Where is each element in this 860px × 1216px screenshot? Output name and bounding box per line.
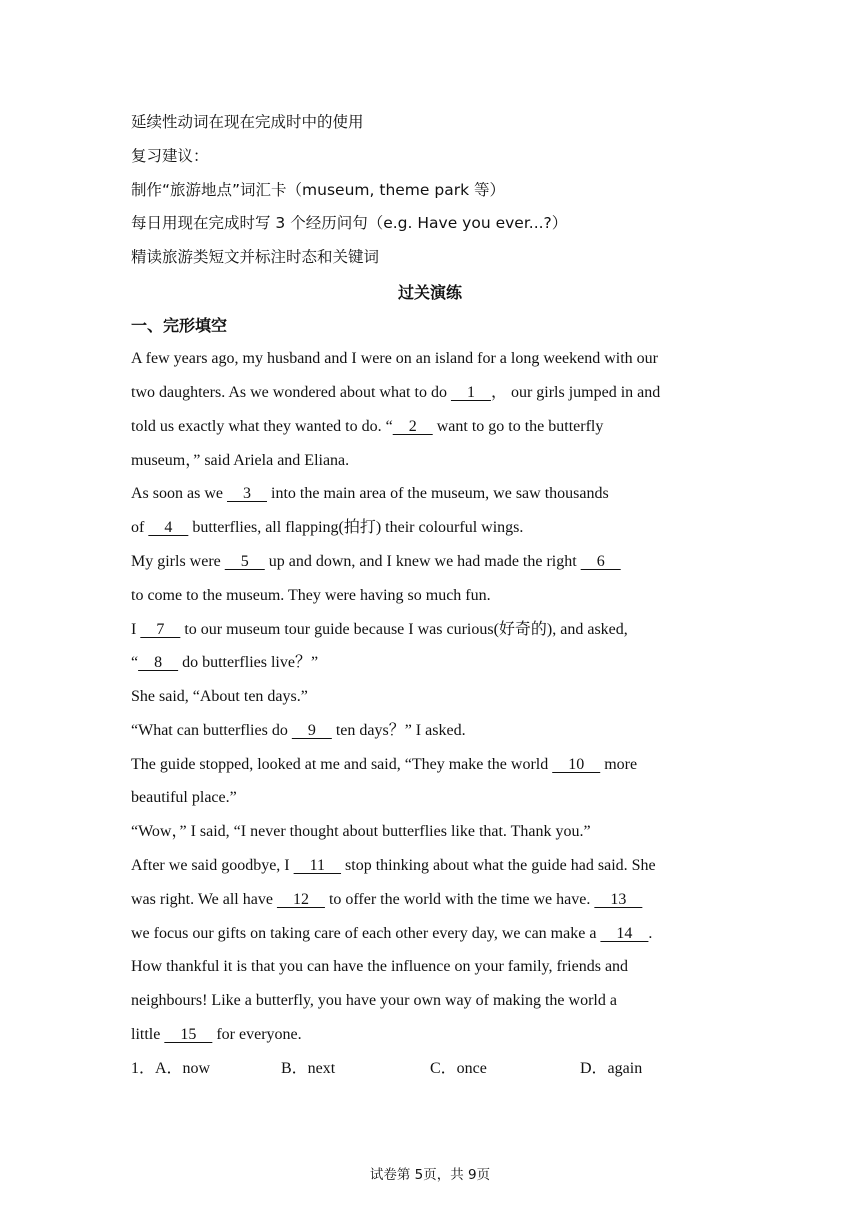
blank-3: 3 [227, 485, 267, 502]
blank-12: 12 [276, 891, 325, 908]
passage-line-14: beautiful place.” [131, 789, 237, 806]
passage-line-12: “What can butterflies do 9 ten days？” I asked. [131, 722, 466, 739]
page-footer: 试卷第 5页，共 9页 [369, 1167, 491, 1183]
passage-line-6: of 4 butterflies, all flapping(拍打) their colourful wings. [131, 519, 524, 536]
passage-line-21: little 15 for everyone. [131, 1026, 302, 1043]
blank-1: 1 [450, 384, 491, 401]
blank-2: 2 [392, 418, 433, 435]
passage-line-5: As soon as we 3 into the main area of the museum, we saw thousands [131, 485, 609, 502]
section-title: 过关演练 [397, 283, 462, 302]
passage-line-16: After we said goodbye, I 11 stop thinking about what the guide had said. She [131, 857, 656, 874]
passage-line-4: museum，” said Ariela and Eliana. [131, 452, 350, 469]
blank-11: 11 [293, 857, 342, 874]
intro-line-1: 延续性动词在现在完成时中的使用 [131, 113, 364, 131]
question-1-option-a: A．now [155, 1060, 211, 1077]
blank-8: 8 [138, 654, 179, 671]
passage-line-20: neighbours! Like a butterfly, you have your own way of making the world a [131, 992, 617, 1009]
question-1-option-c: C．once [430, 1060, 487, 1077]
passage-line-9: I 7 to our museum tour guide because I was curious(好奇的), and asked, [131, 621, 628, 638]
section-heading-cloze: 一、完形填空 [131, 316, 228, 335]
question-1-option-d: D．again [580, 1060, 643, 1077]
passage-line-15: “Wow，” I said, “I never thought about butterflies like that. Thank you.” [131, 823, 591, 840]
passage-line-19: How thankful it is that you can have the influence on your family, friends and [131, 958, 629, 975]
intro-line-3: 制作“旅游地点”词汇卡（museum, theme park 等） [131, 181, 505, 199]
passage-line-13: The guide stopped, looked at me and said, “They make the world 10 more [131, 756, 638, 773]
passage-line-8: to come to the museum. They were having so much fun. [131, 587, 491, 604]
passage-line-7: My girls were 5 up and down, and I knew we had made the right 6 [131, 553, 621, 570]
blank-7: 7 [140, 621, 181, 638]
intro-line-5: 精读旅游类短文并标注时态和关键词 [131, 248, 380, 266]
passage-line-3: told us exactly what they wanted to do. “ 2 want to go to the butterfly [131, 418, 604, 435]
blank-13: 13 [594, 891, 643, 908]
question-1-option-b: B．next [281, 1060, 336, 1077]
blank-10: 10 [552, 756, 601, 773]
passage-line-1: A few years ago, my husband and I were on an island for a long weekend with our [131, 350, 658, 367]
blank-14: 14 [600, 925, 649, 942]
blank-15: 15 [164, 1026, 213, 1043]
passage-line-11: She said, “About ten days.” [131, 688, 308, 705]
question-1-number: 1． [131, 1060, 156, 1077]
blank-6: 6 [580, 553, 621, 570]
blank-5: 5 [224, 553, 265, 570]
passage-line-18: we focus our gifts on taking care of each other every day, we can make a 14 . [131, 925, 653, 942]
blank-4: 4 [148, 519, 189, 536]
passage-line-2: two daughters. As we wondered about what to do 1 ， our girls jumped in and [131, 384, 661, 401]
passage-line-10: “ 8 do butterflies live？” [131, 654, 319, 671]
intro-line-2: 复习建议： [131, 147, 209, 165]
passage-line-17: was right. We all have 12 to offer the world with the time we have. 13 [131, 891, 643, 908]
blank-9: 9 [291, 722, 332, 739]
intro-line-4: 每日用现在完成时写 3 个经历问句（e.g. Have you ever...?） [131, 214, 568, 232]
